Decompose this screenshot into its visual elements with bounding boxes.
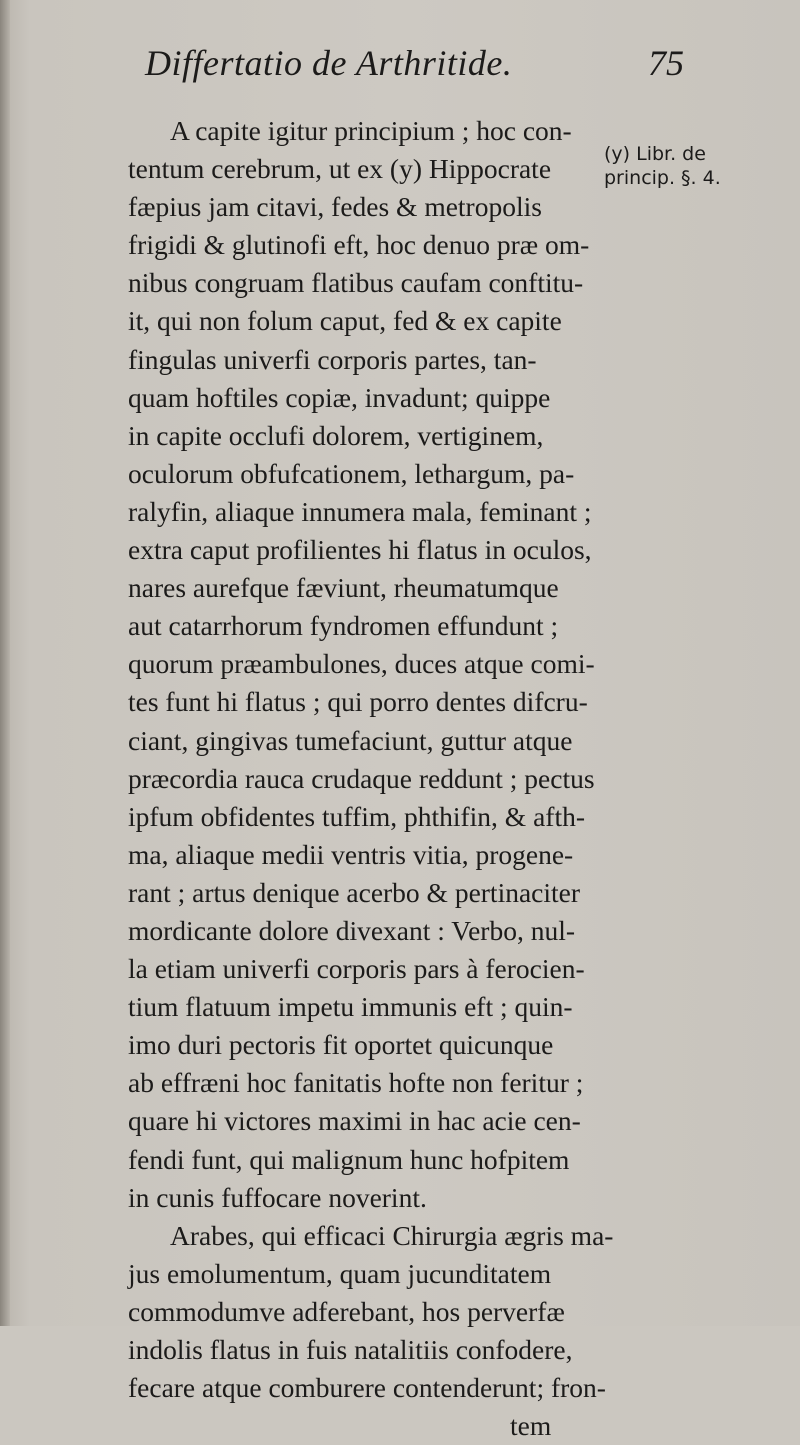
text-line: la etiam univerfi corporis pars à ferocien-: [128, 953, 585, 985]
text-line: fecare atque comburere contenderunt; fron-: [128, 1372, 606, 1404]
text-line: fingulas univerfi corporis partes, tan-: [128, 343, 537, 375]
text-line: commodumve adferebant, hos perverfæ: [128, 1295, 565, 1327]
text-line: aut catarrhorum fyndromen effundunt ;: [128, 610, 559, 642]
text-line: tentum cerebrum, ut ex (y) Hippocrate: [128, 153, 552, 185]
text-line: quare hi victores maximi in hac acie cen-: [128, 1105, 581, 1137]
text-line: nibus congruam flatibus caufam conftitu-: [128, 267, 584, 299]
text-line: jus emolumentum, quam jucunditatem: [128, 1257, 552, 1289]
text-line: ab effræni hoc fanitatis hofte non feritur ;: [128, 1067, 584, 1099]
text-line: mordicante dolore divexant : Verbo, nul-: [128, 914, 576, 946]
text-line: it, qui non folum caput, fed & ex capite: [128, 305, 562, 337]
marginal-note-line: (y) Libr. de: [604, 143, 706, 165]
catchword: tem: [510, 1410, 552, 1442]
text-line: rant ; artus denique acerbo & pertinaciter: [128, 876, 581, 908]
text-line: ipfum obfidentes tuffim, phthifin, & afth-: [128, 800, 585, 832]
text-line: oculorum obfufcationem, lethargum, pa-: [128, 457, 575, 489]
text-line: ciant, gingivas tumefaciunt, guttur atque: [128, 724, 573, 756]
text-line: indolis flatus in fuis natalitiis confodere,: [128, 1334, 573, 1365]
text-line: Arabes, qui efficaci Chirurgia ægris ma-: [170, 1219, 614, 1251]
text-line: præcordia rauca crudaque reddunt ; pectus: [128, 762, 595, 794]
page-number: 75: [648, 43, 684, 83]
text-line: imo duri pectoris fit oportet quicunque: [128, 1029, 554, 1061]
text-line: quam hoftiles copiæ, invadunt; quippe: [128, 381, 551, 413]
text-line: in capite occlufi dolorem, vertiginem,: [128, 419, 544, 451]
text-line: tes funt hi flatus ; qui porro dentes difcru-: [128, 686, 588, 718]
text-line: in cunis fuffocare noverint.: [128, 1181, 427, 1213]
text-line: fendi funt, qui malignum hunc hofpitem: [128, 1143, 570, 1175]
text-line: A capite igitur principium ; hoc con-: [170, 115, 572, 146]
running-title: Differtatio de Arthritide.: [145, 43, 513, 83]
text-line: tium flatuum impetu immunis eft ; quin-: [128, 991, 573, 1023]
text-line: extra caput profilientes hi flatus in oculos,: [128, 534, 592, 566]
text-line: quorum præambulones, duces atque comi-: [128, 648, 595, 680]
marginal-note-line: princip. §. 4.: [604, 167, 721, 189]
text-line: ralyfin, aliaque innumera mala, feminant ;: [128, 495, 592, 527]
book-spine-edge: [0, 0, 10, 1326]
marginal-note: [604, 142, 794, 190]
text-line: fæpius jam citavi, fedes & metropolis: [128, 191, 542, 223]
text-line: frigidi & glutinofi eft, hoc denuo præ om-: [128, 229, 590, 261]
text-line: nares aurefque fæviunt, rheumatumque: [128, 572, 559, 604]
body-text: [128, 112, 614, 1445]
text-line: ma, aliaque medii ventris vitia, progene-: [128, 838, 574, 870]
